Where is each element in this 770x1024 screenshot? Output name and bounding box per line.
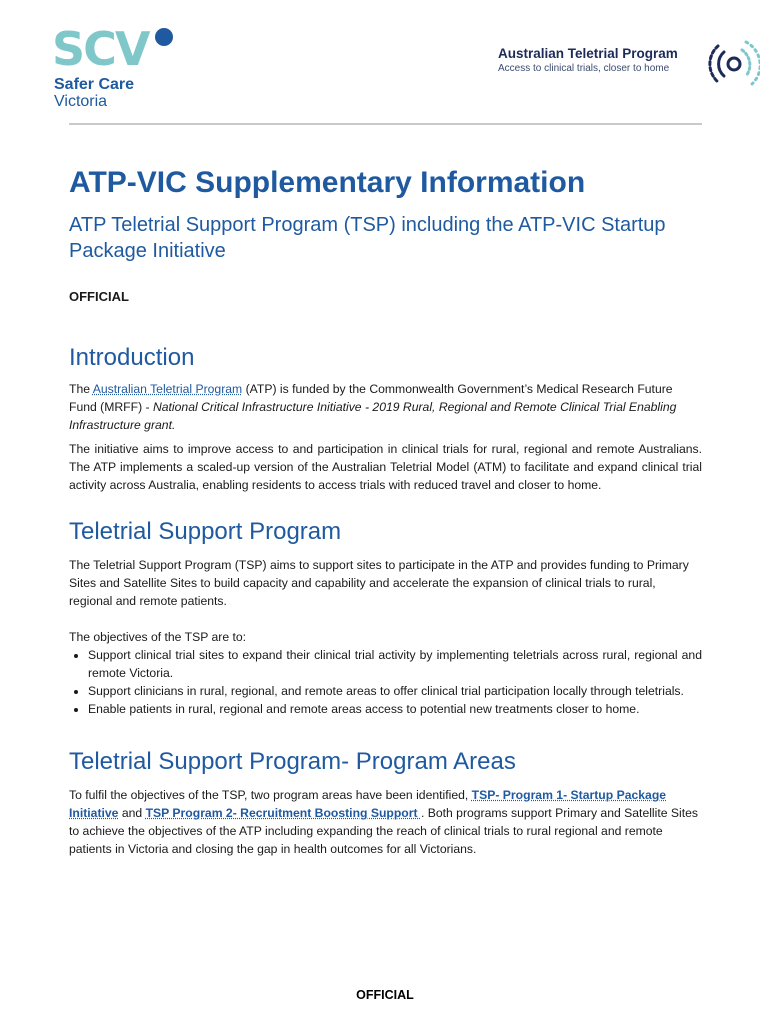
text-run: (ATP) is funded by the Commonwealth Government’s Medical Research Future Fund (MRFF) - [69, 382, 673, 414]
program-areas-heading: Teletrial Support Program- Program Areas [69, 748, 516, 775]
page-header [0, 0, 770, 125]
header-divider [69, 123, 702, 125]
tsp-objectives-list [69, 646, 702, 718]
scv-logo-letters: SCV [52, 22, 149, 76]
text-run: . Both programs support Primary and Satellite Sites to achieve the objectives of the ATP including expanding the reach of clinical trials to rural regional and remote patients in Victoria and closing the gap in health outcomes for all Victorians. [69, 806, 698, 856]
scv-logo-line1: Safer Care [54, 76, 135, 93]
grant-name-italic: National Critical Infrastructure Initiative - 2019 Rural, Regional and Remote Clinical Trial Enabling Infrastructure grant. [69, 400, 677, 432]
document-body [69, 158, 702, 858]
list-item: • Support clinicians in rural, regional, and remote areas to offer clinical trial participation locally through teletrials. [88, 682, 702, 700]
page-subtitle: ATP Teletrial Support Program (TSP) including the ATP-VIC Startup Package Initiative [69, 214, 666, 262]
australian-teletrial-program-link[interactable]: Australian Teletrial Program [92, 382, 243, 396]
footer-classification-label: OFFICIAL [356, 988, 414, 1002]
text-run: and [118, 806, 146, 820]
list-item: • Support clinical trial sites to expand their clinical trial activity by implementing teletrials across rural, regional and remote Victoria. [88, 646, 702, 682]
list-item: • Enable patients in rural, regional and remote areas access to potential new treatments closer to home. [88, 700, 702, 718]
tsp-program-2-link[interactable]: TSP Program 2- Recruitment Boosting Support [145, 806, 421, 820]
tsp-objectives-intro: The objectives of the TSP are to: [69, 630, 247, 644]
introduction-paragraph-1 [69, 380, 702, 434]
safer-care-victoria-logo [52, 22, 182, 112]
australian-teletrial-program-logo [498, 44, 766, 94]
text-run: The [69, 382, 93, 396]
page-title: ATP-VIC Supplementary Information [69, 166, 586, 199]
scv-logo-line2: Victoria [54, 93, 108, 110]
introduction-paragraph-2: The initiative aims to improve access to and participation in clinical trials for rural, regional and remote Australians. The ATP implements a scaled-up version of the Australian Teletrial Model (ATM) to facilitate and expand clinical trial activity across Australia, enabling residents to access trials with reduced travel and closer to home. [69, 442, 702, 492]
scv-logo-dot-icon [155, 28, 173, 46]
program-areas-paragraph [69, 786, 702, 858]
atp-logo-name: Australian Teletrial Program [498, 46, 678, 61]
teletrial-support-program-heading: Teletrial Support Program [69, 518, 342, 545]
atp-logo-tagline: Access to clinical trials, closer to home [498, 63, 670, 74]
text-run: To fulfil the objectives of the TSP, two program areas have been identified, [69, 788, 472, 802]
atp-logo-mark-icon [696, 32, 760, 96]
tsp-paragraph-1: The Teletrial Support Program (TSP) aims to support sites to participate in the ATP and provides funding to Primary Sites and Satellite Sites to build capacity and capability and accelerate the expansion of clinical trials to rural, regional and remote patients. [69, 558, 689, 608]
classification-label: OFFICIAL [69, 289, 129, 304]
tsp-program-1-link[interactable]: TSP- Program 1- Startup Package Initiative [69, 788, 667, 820]
introduction-heading: Introduction [69, 344, 195, 371]
